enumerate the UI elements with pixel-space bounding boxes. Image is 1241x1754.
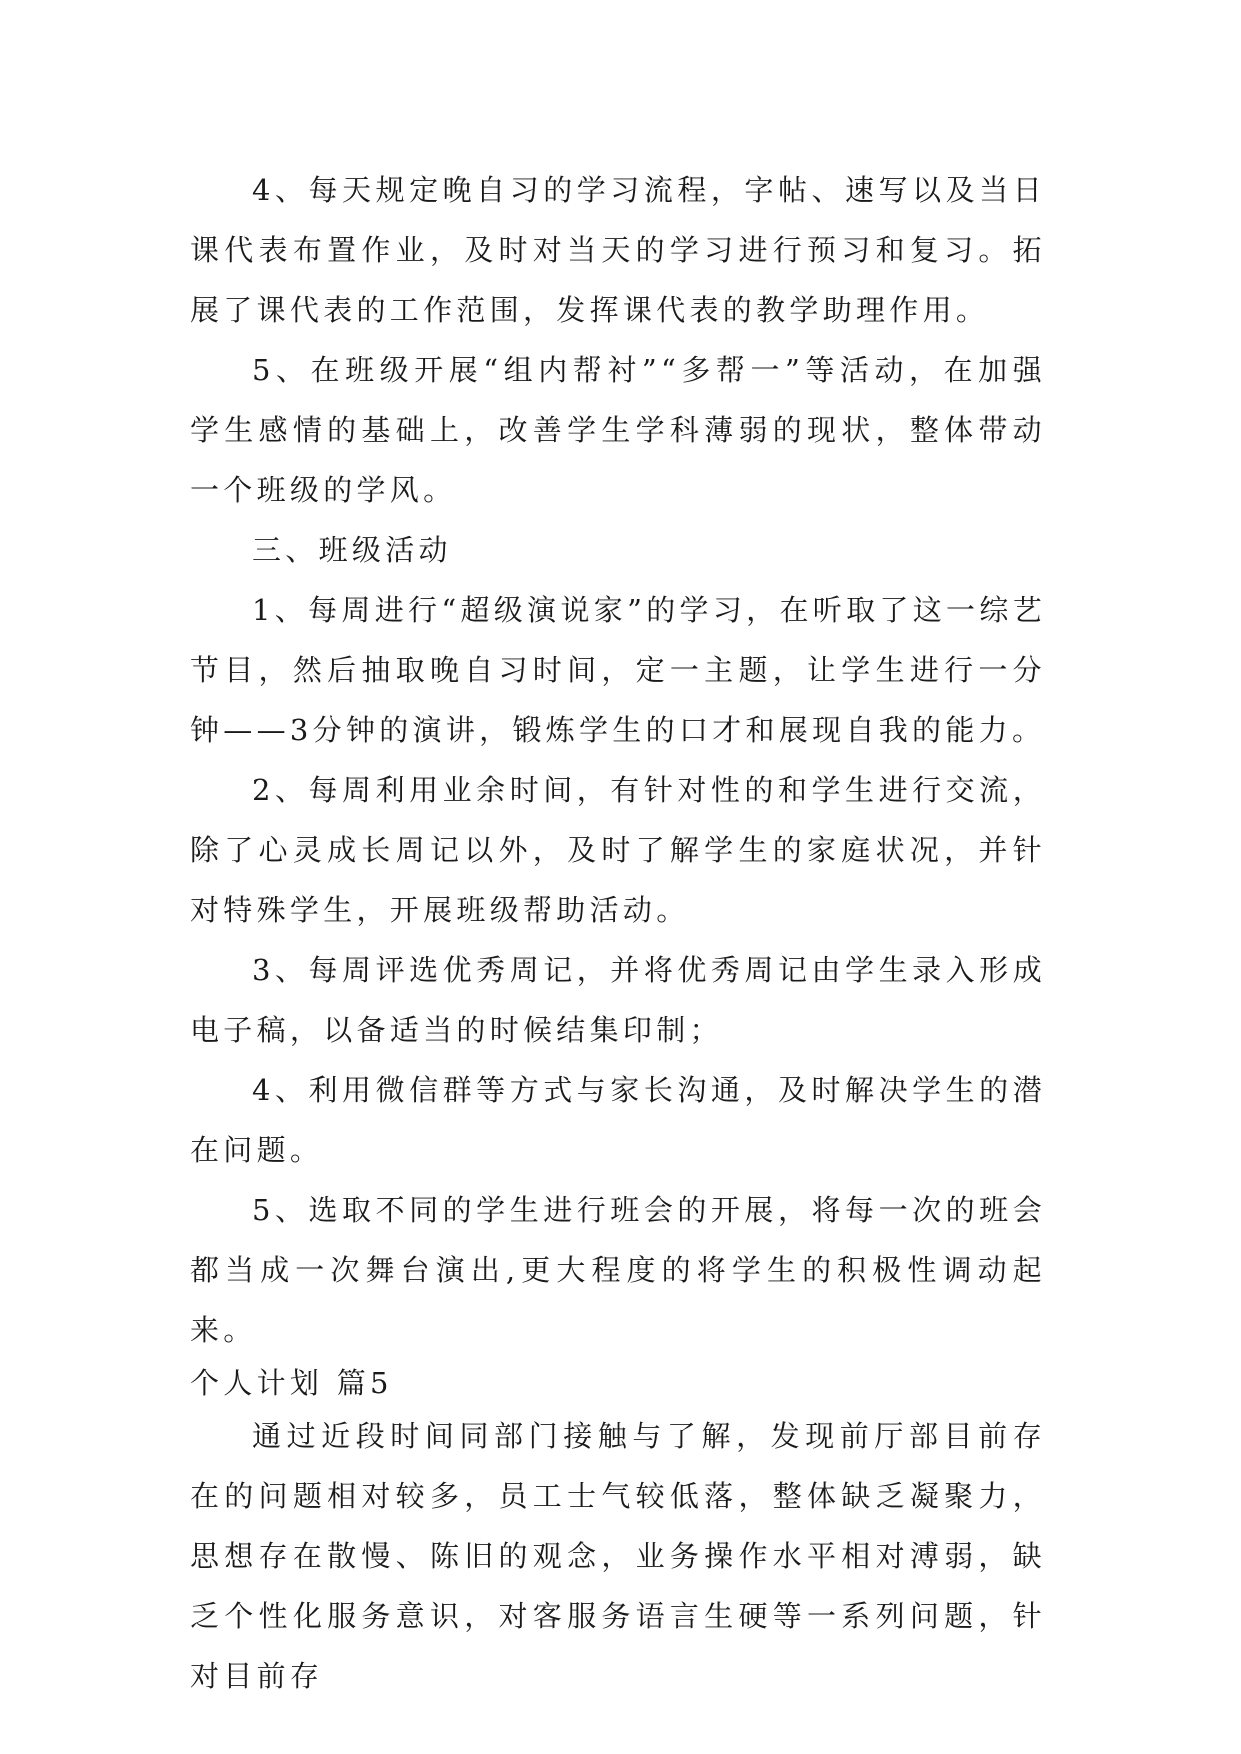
document-page bbox=[190, 160, 1046, 1706]
paragraph-item-4: 4、每天规定晚自习的学习流程，字帖、速写以及当日课代表布置作业，及时对当天的学习进行预习和复习。拓展了课代表的工作范围，发挥课代表的教学助理作用。 bbox=[190, 173, 1046, 327]
paragraph-plan-intro: 通过近段时间同部门接触与了解，发现前厅部目前存在的问题相对较多，员工士气较低落，整体缺乏凝聚力，思想存在散慢、陈旧的观念，业务操作水平相对溥弱，缺乏个性化服务意识，对客服务语言生硬等一系列问题，针对目前存 bbox=[190, 1419, 1046, 1693]
activity-item-4: 4、利用微信群等方式与家长沟通，及时解决学生的潜在问题。 bbox=[190, 1073, 1046, 1167]
activity-item-2: 2、每周利用业余时间，有针对性的和学生进行交流，除了心灵成长周记以外，及时了解学生的家庭状况，并针对特殊学生，开展班级帮助活动。 bbox=[190, 773, 1046, 927]
activity-item-5: 5、选取不同的学生进行班会的开展，将每一次的班会都当成一次舞台演出,更大程度的将学生的积极性调动起来。 bbox=[190, 1193, 1046, 1347]
paragraph-item-5: 5、在班级开展“组内帮衬”“多帮一”等活动，在加强学生感情的基础上，改善学生学科薄弱的现状，整体带动一个班级的学风。 bbox=[190, 353, 1046, 507]
activity-item-1: 1、每周进行“超级演说家”的学习，在听取了这一综艺节目，然后抽取晚自习时间，定一主题，让学生进行一分钟——3分钟的演讲，锻炼学生的口才和展现自我的能力。 bbox=[190, 593, 1046, 747]
activity-item-3: 3、每周评选优秀周记，并将优秀周记由学生录入形成电子稿，以备适当的时候结集印制； bbox=[190, 953, 1046, 1047]
section-heading-personal-plan-5: 个人计划 篇5 bbox=[190, 1366, 393, 1400]
section-heading-class-activities: 三、班级活动 bbox=[252, 533, 452, 567]
